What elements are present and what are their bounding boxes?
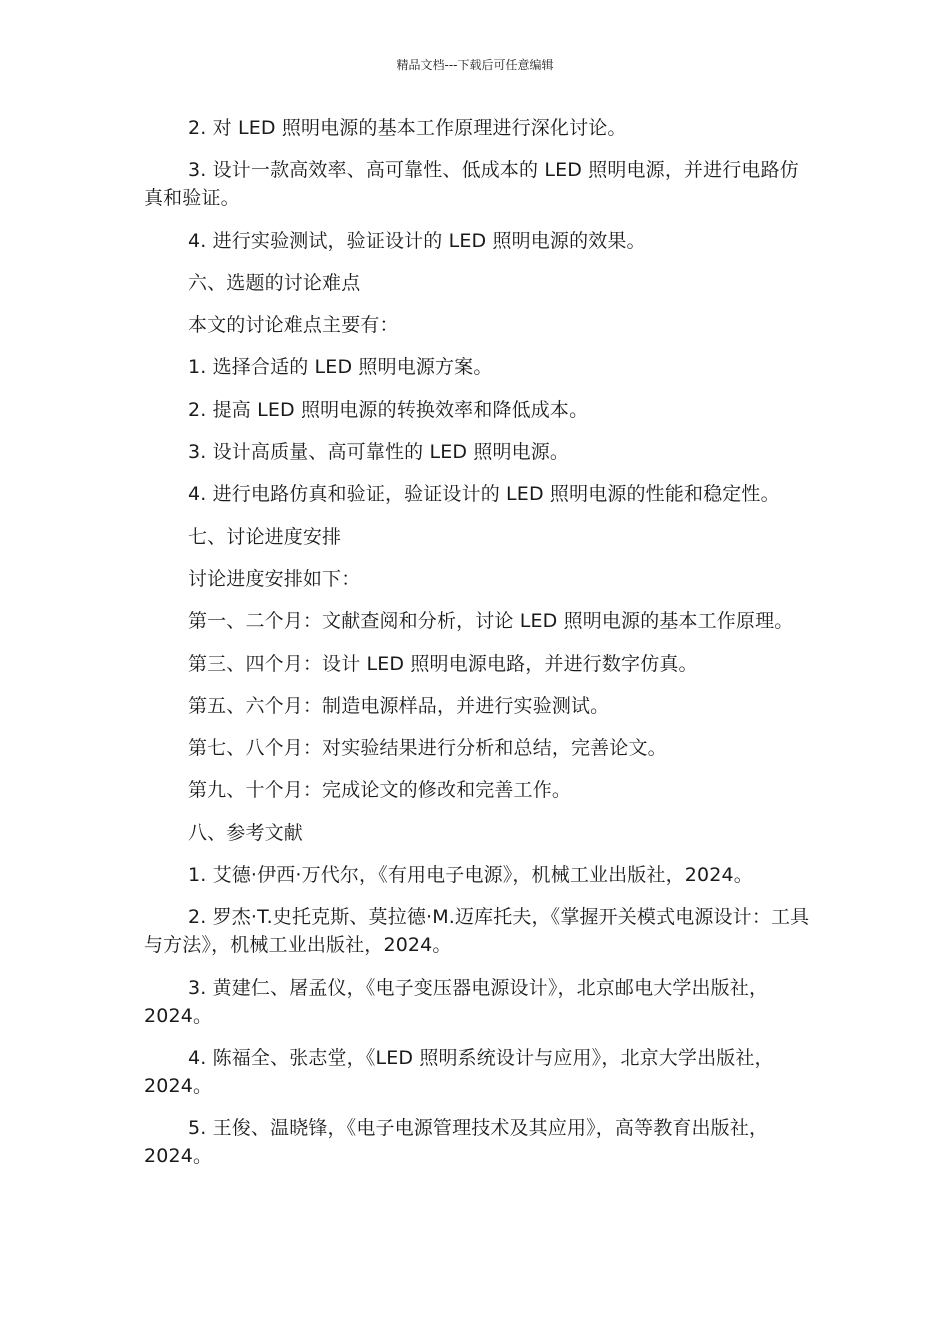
schedule-item-4: 第七、八个月：对实验结果进行分析和总结，完善论文。 bbox=[188, 737, 667, 760]
objective-item-3: 3. 设计一款高效率、高可靠性、低成本的 LED 照明电源，并进行电路仿真和验证。 bbox=[144, 159, 799, 210]
difficulty-item-2: 2. 提高 LED 照明电源的转换效率和降低成本。 bbox=[188, 398, 589, 421]
objective-item-2: 2. 对 LED 照明电源的基本工作原理进行深化讨论。 bbox=[188, 117, 627, 139]
schedule-item-3: 第五、六个月：制造电源样品，并进行实验测试。 bbox=[188, 694, 610, 717]
difficulties-intro: 本文的讨论难点主要有： bbox=[188, 314, 399, 337]
section-heading-difficulties: 六、选题的讨论难点 bbox=[188, 271, 361, 294]
reference-item-4: 4. 陈福全、张志堂，《LED 照明系统设计与应用》，北京大学出版社，2024。 bbox=[144, 1046, 774, 1097]
difficulty-item-3: 3. 设计高质量、高可靠性的 LED 照明电源。 bbox=[188, 441, 570, 464]
schedule-item-1: 第一、二个月：文献查阅和分析，讨论 LED 照明电源的基本工作原理。 bbox=[188, 610, 794, 633]
section-heading-schedule: 七、讨论进度安排 bbox=[188, 525, 342, 548]
section-heading-references: 八、参考文献 bbox=[188, 821, 303, 844]
schedule-intro: 讨论进度安排如下： bbox=[188, 567, 361, 590]
document-body bbox=[144, 114, 816, 1185]
reference-item-2: 2. 罗杰·T.史托克斯、莫拉德·M.迈库托夫，《掌握开关模式电源设计：工具与方法》，机械工业出版社，2024。 bbox=[144, 906, 810, 957]
difficulty-item-1: 1. 选择合适的 LED 照明电源方案。 bbox=[188, 356, 493, 379]
schedule-item-5: 第九、十个月：完成论文的修改和完善工作。 bbox=[188, 779, 572, 802]
reference-item-1: 1. 艾德·伊西·万代尔，《有用电子电源》，机械工业出版社，2024。 bbox=[188, 864, 753, 887]
objective-item-4: 4. 进行实验测试，验证设计的 LED 照明电源的效果。 bbox=[188, 229, 646, 252]
schedule-item-2: 第三、四个月：设计 LED 照明电源电路，并进行数字仿真。 bbox=[188, 652, 698, 675]
reference-item-3: 3. 黄建仁、屠孟仪，《电子变压器电源设计》，北京邮电大学出版社，2024。 bbox=[144, 976, 769, 1027]
difficulty-item-4: 4. 进行电路仿真和验证，验证设计的 LED 照明电源的性能和稳定性。 bbox=[188, 483, 780, 506]
page-header: 精品文档---下载后可任意编辑 bbox=[396, 58, 554, 72]
reference-item-5: 5. 王俊、温晓锋，《电子电源管理技术及其应用》，高等教育出版社，2024。 bbox=[144, 1117, 769, 1168]
